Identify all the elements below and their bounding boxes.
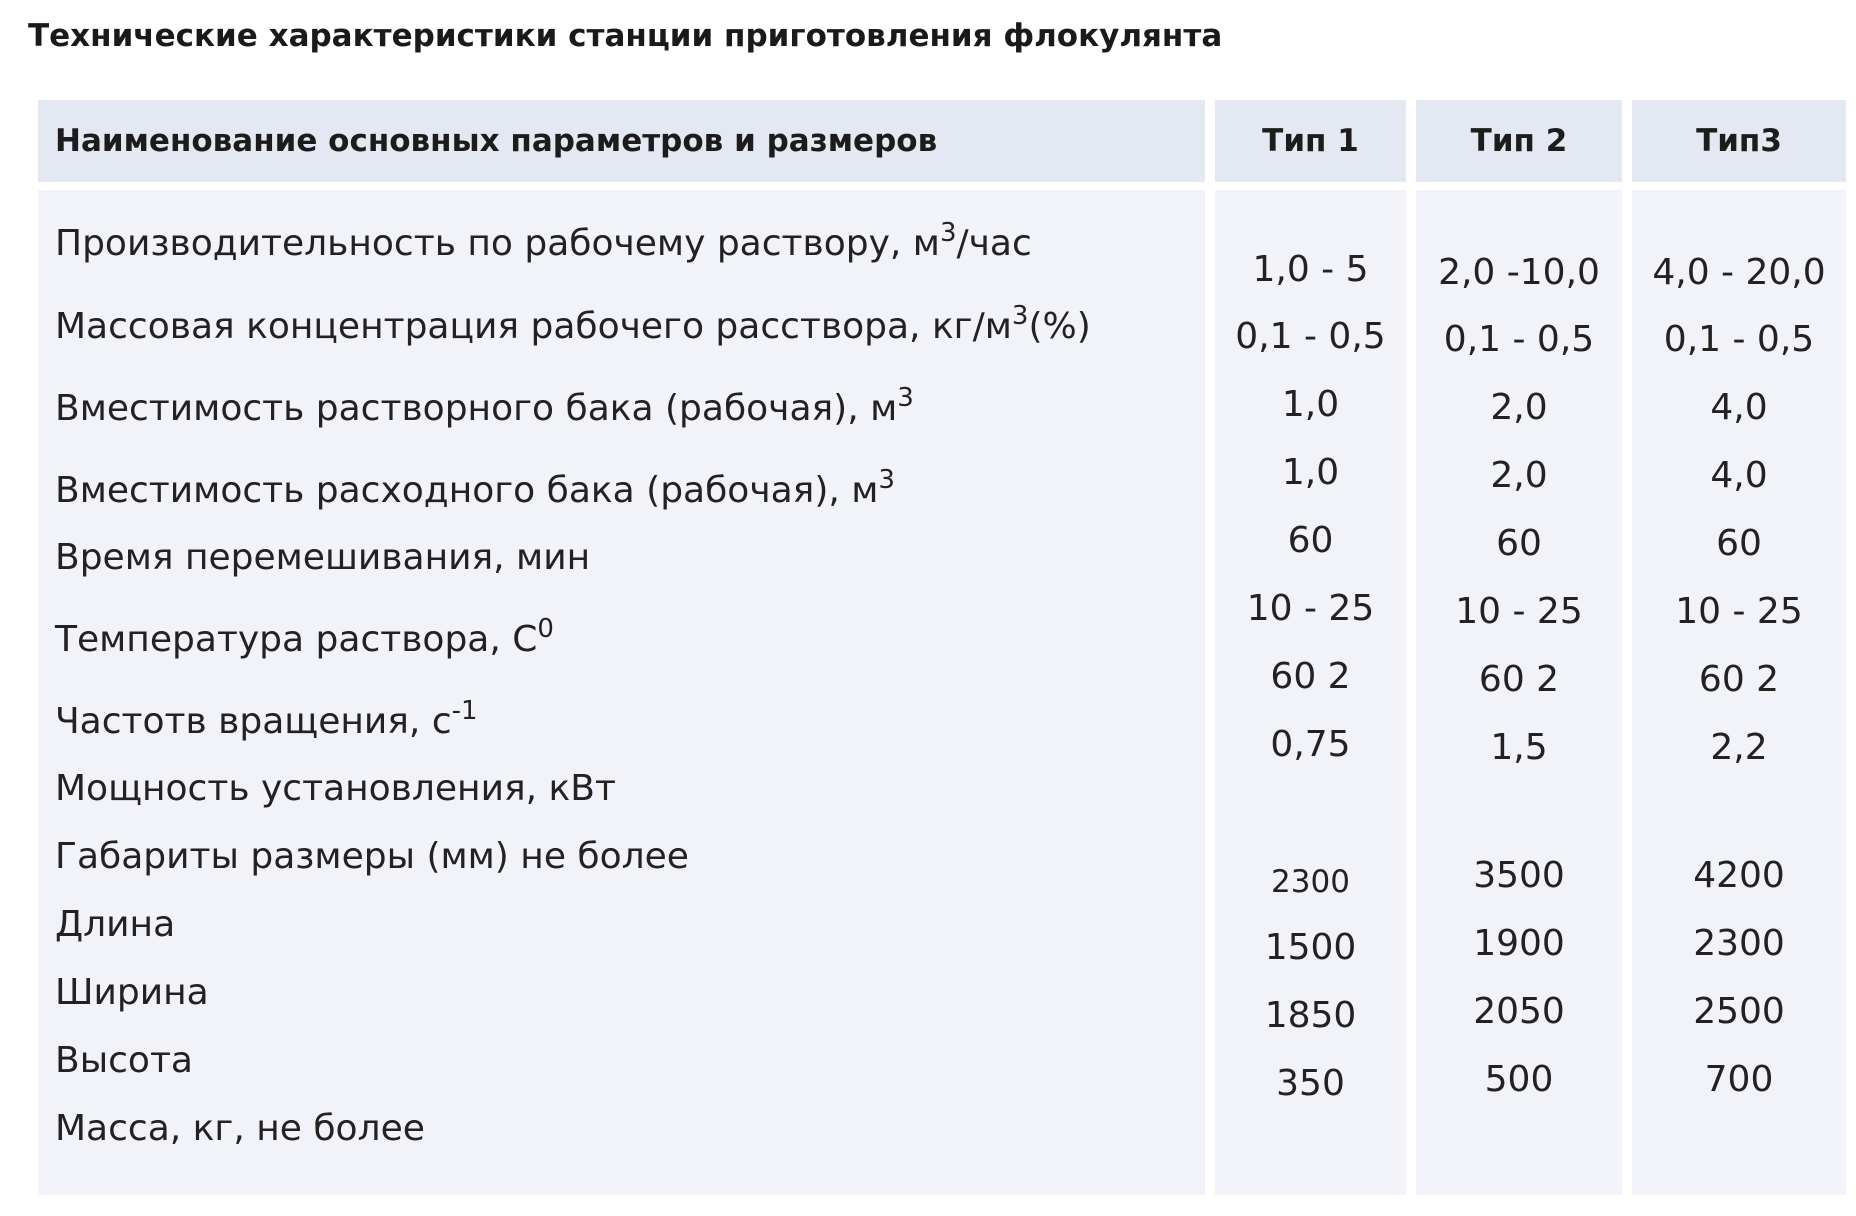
value-cell: 60: [1496, 523, 1542, 564]
value-cell: 60 2: [1698, 659, 1780, 700]
value-cell: 1500: [1264, 927, 1357, 968]
value-cell: 2,0: [1490, 387, 1548, 428]
value-cell: 0,75: [1270, 724, 1351, 765]
row-label: Время перемешивания, мин: [55, 537, 591, 578]
value-cell: 4,0: [1710, 387, 1768, 428]
value-cell: 2300: [1693, 923, 1785, 964]
page-title: Технические характеристики станции приготовления флокулянта: [28, 18, 1223, 54]
value-cell: 60: [1287, 520, 1334, 561]
value-cell: 2,0: [1490, 455, 1548, 496]
row-label: Вместимость расходного бака (рабочая), $м^3$: [55, 465, 895, 511]
value-cell: 60: [1716, 523, 1762, 564]
column-body-type3: [1632, 190, 1846, 1195]
value-cell: 500: [1484, 1059, 1554, 1100]
row-label: Мощность установления, кВт: [55, 768, 616, 809]
row-label: Габариты размеры (мм) не более: [55, 836, 689, 877]
value-cell: 4,0 - 20,0: [1652, 252, 1826, 293]
value-cell: 350: [1276, 1063, 1345, 1104]
value-cell: 3500: [1473, 855, 1565, 896]
row-label: Высота: [55, 1040, 193, 1081]
value-cell: 1850: [1264, 995, 1357, 1036]
column-body-parameters: [38, 190, 1205, 1195]
column-parameters: [38, 100, 1205, 1195]
value-cell: 0,1 - 0,5: [1663, 319, 1815, 360]
value-cell: 4200: [1693, 855, 1785, 896]
column-type3: [1632, 100, 1846, 1195]
value-cell: 0,1 - 0,5: [1443, 319, 1595, 360]
header-type3: Тип3: [1632, 100, 1846, 182]
value-cell: 1,0: [1281, 384, 1340, 425]
value-cell: 1900: [1473, 923, 1565, 964]
value-cell: 60 2: [1478, 659, 1560, 700]
row-label: Частотв вращения, $с^{-1}$: [55, 696, 478, 742]
header-parameters: Наименование основных параметров и размеров: [38, 100, 1205, 182]
value-cell: 2050: [1473, 991, 1565, 1032]
value-cell: 60 2: [1270, 656, 1351, 697]
value-cell: 700: [1704, 1059, 1774, 1100]
value-cell: 1,0: [1281, 452, 1340, 493]
row-label: Масса, кг, не более: [55, 1108, 425, 1149]
value-cell: 2,2: [1710, 727, 1768, 768]
value-cell: 4,0: [1710, 455, 1768, 496]
value-cell: 10 - 25: [1675, 591, 1803, 632]
column-body-type1: [1215, 190, 1406, 1195]
value-cell: 10 - 25: [1455, 591, 1583, 632]
row-label: Температура раствора, $С^0$: [55, 614, 554, 660]
column-type2: [1416, 100, 1622, 1195]
row-label: Длина: [55, 904, 176, 945]
value-cell: 2500: [1693, 991, 1785, 1032]
value-cell: 10 - 25: [1246, 588, 1375, 629]
row-label: Массовая концентрация рабочего расствора, $кг/м^3(\%)$: [55, 301, 1091, 347]
row-label: Вместимость растворного бака (рабочая), $м^3$: [55, 383, 914, 429]
row-label: Ширина: [55, 972, 209, 1013]
header-type1: Тип 1: [1215, 100, 1406, 182]
value-cell: 1,5: [1490, 727, 1548, 768]
row-label: Производительность по рабочему раствору, $м^3$/час: [55, 218, 1032, 264]
column-body-type2: [1416, 190, 1622, 1195]
column-type1: [1215, 100, 1406, 1195]
header-type2: Тип 2: [1416, 100, 1622, 182]
value-cell: 2,0 -10,0: [1438, 252, 1600, 293]
value-cell: 0,1 - 0,5: [1235, 316, 1386, 357]
value-cell: 2300: [1271, 864, 1350, 900]
value-cell: 1,0 - 5: [1252, 249, 1369, 290]
